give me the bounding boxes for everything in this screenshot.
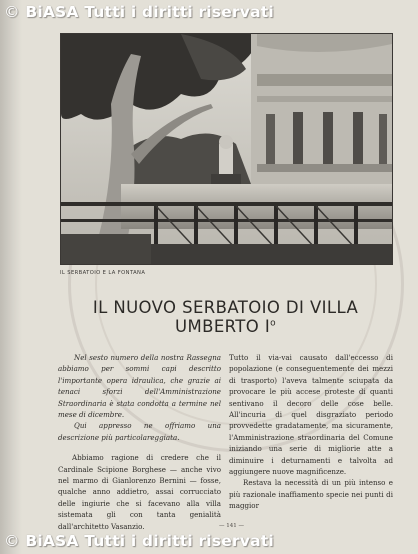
reservoir-photograph (60, 33, 393, 265)
text-column-left (58, 352, 221, 532)
body-paragraph-right-2: Restava la necessità di un più intenso e più razionale inaffiamento specie nei punti di maggior (229, 478, 393, 511)
photo-caption: IL SERBATOIO E LA FONTANA (60, 270, 146, 276)
intro-paragraph-2: Qui appresso ne offriamo una descrizione più particolareggiata. (58, 421, 221, 442)
copyright-watermark-bottom (4, 532, 274, 550)
article-title-main: UMBERTO I (174, 317, 271, 336)
photo-scene (61, 34, 392, 264)
copyright-watermark-top (4, 3, 274, 21)
intro-paragraph: Nel sesto numero della nostra Rassegna abbiamo per sommi capi descritto l'importante opera idraulica, che grazie ai tenaci sforzi dell'Amministrazione Straordinaria è stata condotta a termine nel mese di dicembre. (58, 353, 221, 420)
article-title-superscript: o (270, 318, 277, 329)
body-paragraph-left: Abbiamo ragione di credere che il Cardinale Scipione Borghese — anche vivo nel marmo di Gianlorenzo Bernini — fosse, qualche anno addietro, assai corrucciato delle ingiurie che si facevano alla villa sistemata gli con tanta genialità dall'architetto Vasanzio. (58, 453, 221, 531)
article-title-line-1: IL NUOVO SERBATOIO DI VILLA (92, 298, 359, 317)
copyright-icon: © (4, 3, 20, 21)
scan-binding-edge (0, 0, 22, 554)
page-number: — 141 — (219, 523, 244, 529)
body-paragraph-right: Tutto il via-vai causato dall'eccesso di popolazione (e conseguentemente dei mezzi di trasporto) l'aveva talmente sciupata da provocare le più accese proteste di quanti sentivano il decoro delle cose belle. All'incuria di quel disgraziato periodo provvedette gradatamente, ma sicuramente, l'Amministrazione straordinaria del Comune iniziando una serie di migliorie atte a diminuire i deturnamenti e talvolta ad aggiungere nuove magnificenze. (229, 353, 393, 477)
copyright-icon: © (4, 532, 20, 550)
watermark-text: BiASA Tutti i diritti riservati (25, 532, 274, 550)
article-title-line-2 (60, 317, 391, 336)
watermark-text: BiASA Tutti i diritti riservati (25, 3, 274, 21)
text-column-right (229, 352, 393, 512)
